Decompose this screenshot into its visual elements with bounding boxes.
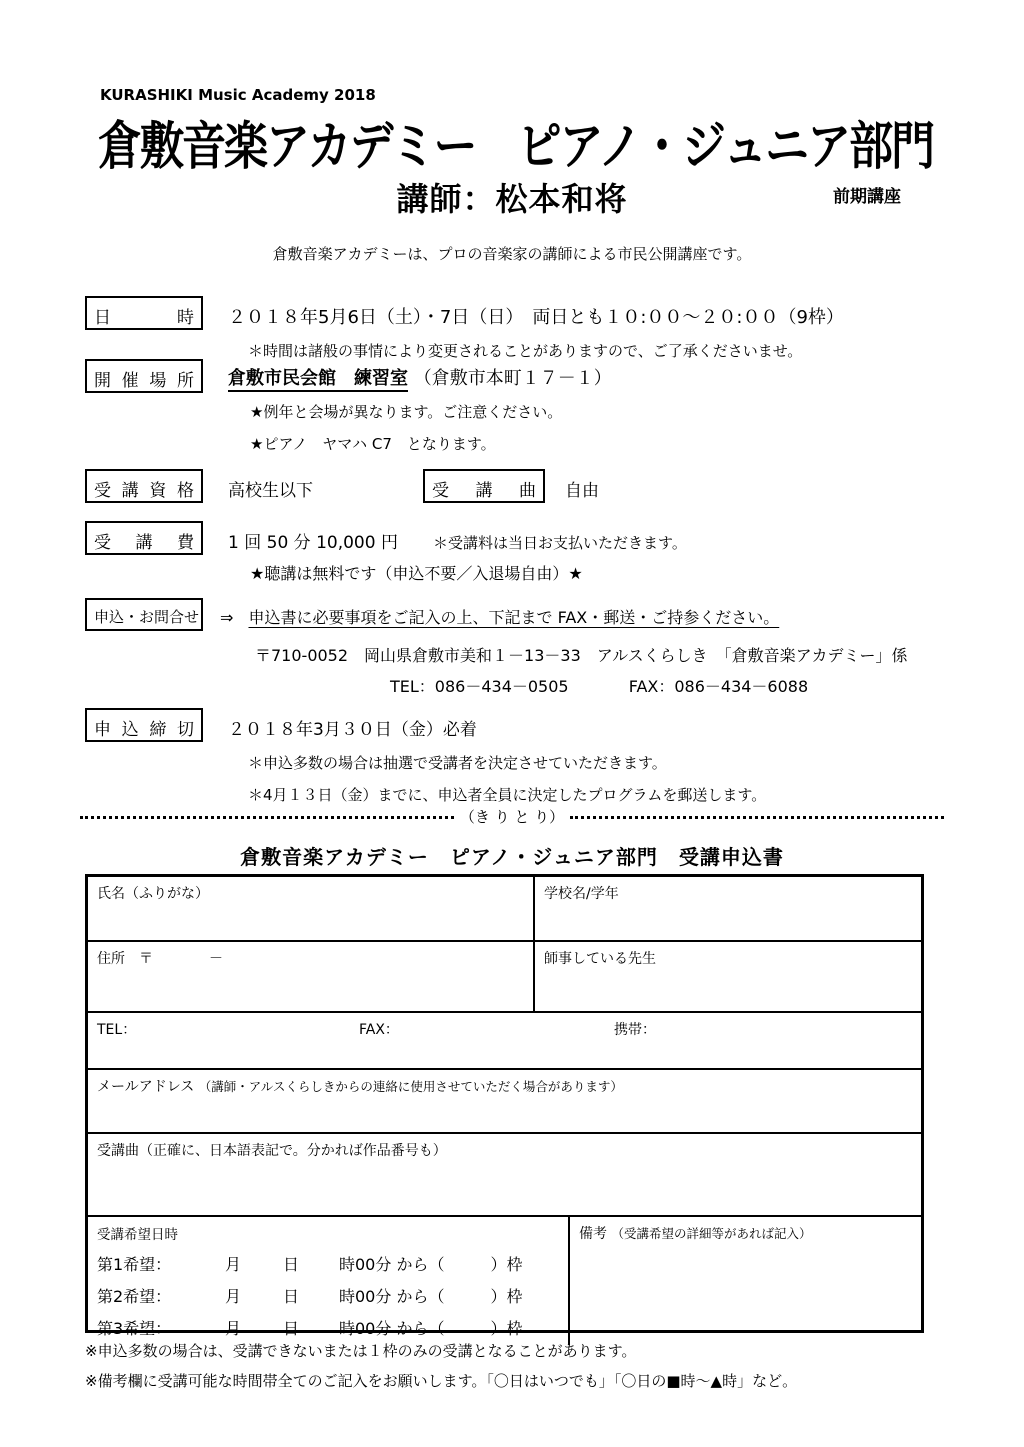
- remarks-label: 備考: [579, 1226, 607, 1242]
- wish-line-3: [97, 1316, 559, 1339]
- wish-day-label: 日: [283, 1287, 300, 1306]
- deadline-value: ２０１８年3月３０日（金）必着: [228, 720, 477, 740]
- remarks-hint: （受講希望の詳細等があれば記入）: [611, 1226, 812, 1241]
- fee-note: ＊受講料は当日お支払いただきます。: [433, 534, 687, 552]
- wish-slot-label: ）枠: [490, 1319, 523, 1338]
- contact-label-box: 申込・お問合せ: [85, 598, 203, 631]
- schedule-field: [88, 1217, 568, 1345]
- school-field: 学校名/学年: [533, 877, 921, 940]
- date-time-value: ２０１８年5月6日（土）・7日（日） 両日とも１０:００～２０:００（9枠）: [228, 307, 844, 328]
- wish-slot-blank: [444, 1284, 490, 1307]
- wish-month-label: 月: [225, 1319, 242, 1338]
- eligibility-label-box: 受講資格: [85, 469, 203, 503]
- email-label: メールアドレス: [97, 1079, 195, 1095]
- address-field: 住所 〒 －: [97, 951, 223, 967]
- piece-label-box: 受講曲: [423, 469, 545, 503]
- wish-slot-blank: [444, 1252, 490, 1275]
- deadline-note-1: ＊申込多数の場合は抽選で受講者を決定させていただきます。: [248, 754, 667, 772]
- name-field: 氏名（ふりがな）: [97, 886, 209, 902]
- wish-slot-label: ）枠: [490, 1255, 523, 1274]
- wish-3-label: 第3希望：: [97, 1319, 172, 1338]
- remarks-field: [568, 1217, 921, 1345]
- tel-field: TEL：: [97, 1022, 137, 1038]
- table-row-email: [88, 1068, 921, 1132]
- table-row-name-school: [88, 877, 921, 940]
- wish-day-label: 日: [283, 1319, 300, 1338]
- cut-line-label: （き り と り）: [459, 808, 565, 826]
- venue-address: （倉敷市本町１７－１）: [413, 368, 612, 389]
- fee-free-note: ★聴講は無料です（申込不要／入退場自由）★: [250, 564, 583, 583]
- wish-time-label: 時00分 から（: [339, 1287, 445, 1306]
- wish-month-label: 月: [225, 1287, 242, 1306]
- teacher-field: 師事している先生: [533, 942, 921, 1011]
- mobile-field: 携帯：: [614, 1022, 656, 1038]
- application-form-table: [85, 874, 924, 1338]
- fax-field: FAX：: [359, 1022, 399, 1038]
- contact-fax: FAX：086－434－6088: [628, 677, 809, 696]
- cut-line: [80, 806, 944, 827]
- piece-value: 自由: [565, 481, 599, 501]
- deadline-label-box: 申込締切: [85, 708, 203, 742]
- email-hint: （講師・アルスくらしきからの連絡に使用させていただく場合があります）: [198, 1079, 623, 1094]
- venue-note-2: ★ピアノ ヤマハ C7 となります。: [250, 435, 496, 453]
- bottom-note-2: ※備考欄に受講可能な時間帯全てのご記入をお願いします。「〇日はいつでも」「〇日の■時～▲時」など。: [85, 1372, 798, 1390]
- wish-time-label: 時00分 から（: [339, 1319, 445, 1338]
- fee-value: 1 回 50 分 10,000 円: [228, 533, 398, 553]
- piece-field: 受講曲（正確に、日本語表記で。分かれば作品番号も）: [97, 1143, 447, 1159]
- deadline-note-2: ＊4月１３日（金）までに、申込者全員に決定したプログラムを郵送します。: [248, 786, 767, 804]
- date-time-note: ＊時間は諸般の事情により変更されることがありますので、ご了承くださいませ。: [248, 342, 803, 360]
- contact-phone-line: [390, 674, 808, 697]
- wish-time-label: 時00分 から（: [339, 1255, 445, 1274]
- wish-2-label: 第2希望：: [97, 1287, 172, 1306]
- wish-line-2: [97, 1284, 559, 1307]
- cut-line-dots-left: [80, 816, 454, 819]
- venue-note-1: ★例年と会場が異なります。ご注意ください。: [250, 403, 563, 421]
- bottom-note-1: ※申込多数の場合は、受講できないまたは１枠のみの受講となることがあります。: [85, 1342, 637, 1360]
- fee-label-box: 受講費: [85, 521, 203, 555]
- application-form-title: 倉敷音楽アカデミー ピアノ・ジュニア部門 受講申込書: [240, 845, 784, 869]
- wish-slot-blank: [444, 1316, 490, 1339]
- wish-day-label: 日: [283, 1255, 300, 1274]
- table-row-piece: [88, 1132, 921, 1215]
- wish-1-label: 第1希望：: [97, 1255, 172, 1274]
- eligibility-value: 高校生以下: [228, 481, 313, 501]
- venue-name: 倉敷市民会館 練習室: [228, 368, 408, 392]
- table-row-address-teacher: [88, 940, 921, 1011]
- contact-line: [220, 605, 779, 628]
- wish-month-label: 月: [225, 1255, 242, 1274]
- academy-name-english: KURASHIKI Music Academy 2018: [100, 86, 376, 104]
- fee-line: [228, 528, 687, 553]
- cut-line-dots-right: [570, 816, 944, 819]
- schedule-label: 受講希望日時: [97, 1227, 178, 1243]
- email-field: [88, 1070, 921, 1102]
- table-row-schedule-remarks: [88, 1215, 921, 1338]
- wish-slot-label: ）枠: [490, 1287, 523, 1306]
- contact-address: 〒710-0052 岡山県倉敷市美和１－13－33 アルスくらしき 「倉敷音楽アカデミー」係: [255, 646, 908, 665]
- intro-text: 倉敷音楽アカデミーは、プロの音楽家の講師による市民公開講座です。: [272, 245, 752, 263]
- term-label: 前期講座: [833, 187, 901, 207]
- date-time-label-box: 日時: [85, 296, 203, 330]
- table-row-phones: [88, 1011, 921, 1068]
- arrow-icon: ⇒: [220, 608, 234, 627]
- venue-line: [228, 364, 612, 390]
- wish-line-1: [97, 1252, 559, 1275]
- contact-instruction: 申込書に必要事項をご記入の上、下記まで FAX・郵送・ご持参ください。: [248, 608, 780, 627]
- lecturer-name: 講師：松本和将: [396, 180, 628, 218]
- venue-label-box: 開催場所: [85, 359, 203, 393]
- page-title: 倉敷音楽アカデミー ピアノ・ジュニア部門: [98, 116, 934, 178]
- contact-tel: TEL：086－434－0505: [390, 677, 569, 696]
